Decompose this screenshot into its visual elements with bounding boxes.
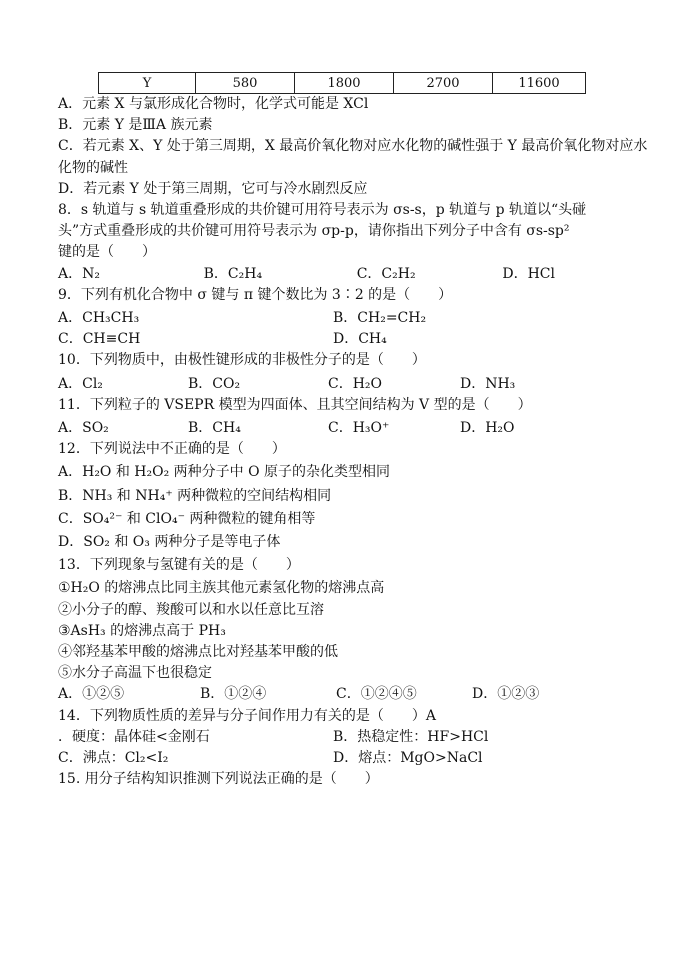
q9-stem: 9．下列有机化合物中 σ 键与 π 键个数比为 3∶2 的是（ ）: [58, 286, 453, 303]
q8-stem-line2: 头”方式重叠形成的共价键可用符号表示为 σp-p，请你指出下列分子中含有 σs-sp²: [58, 223, 570, 240]
q13-option-a: A．①②⑤: [58, 686, 125, 703]
q11-options: [58, 418, 648, 439]
q13-option-b: B．①②④: [200, 686, 267, 703]
q13-stem: 13．下列现象与氢键有关的是（ ）: [58, 557, 300, 574]
q14-options-row1: [58, 727, 648, 748]
q10-option-c: C．H₂O: [328, 375, 383, 392]
q7-option-b: B．元素 Y 是ⅢA 族元素: [58, 117, 213, 134]
q10-options: [58, 374, 648, 395]
q12-stem: 12．下列说法中不正确的是（ ）: [58, 441, 286, 458]
table-cell: 2700: [394, 73, 493, 94]
q7-option-a: A．元素 X 与氯形成化合物时，化学式可能是 XCl: [58, 96, 369, 112]
q10-option-d: D．NH₃: [460, 375, 516, 392]
q9-option-a: A．CH₃CH₃: [58, 310, 140, 327]
q9-option-c: C．CH≡CH: [58, 331, 141, 348]
q13-item-1: ①H₂O 的熔沸点比同主族其他元素氢化物的熔沸点高: [58, 580, 385, 597]
table-row: [99, 73, 586, 94]
q12-option-b: B．NH₃ 和 NH₄⁺ 两种微粒的空间结构相同: [58, 487, 332, 504]
table-cell: 1800: [295, 73, 394, 94]
q11-option-d: D．H₂O: [460, 420, 515, 437]
q14-options-row2: [58, 748, 648, 769]
q10-option-b: B．CO₂: [188, 375, 241, 392]
q9-options-row2: [58, 329, 648, 350]
q8-option-b: B．C₂H₄: [203, 265, 263, 282]
q13-item-5: ⑤水分子高温下也很稳定: [58, 665, 212, 682]
q8-stem-line3: 键的是（ ）: [58, 244, 156, 261]
q15-stem: 15. 用分子结构知识推测下列说法正确的是（ ）: [58, 771, 379, 788]
q13-option-c: C．①②④⑤: [336, 686, 417, 703]
q8-stem-line1: 8．s 轨道与 s 轨道重叠形成的共价键可用符号表示为 σs-s，p 轨道与 p 轨道以“头碰: [58, 202, 587, 219]
q14-stem: 14．下列物质性质的差异与分子间作用力有关的是（ ）A: [58, 707, 436, 724]
q13-item-3: ③AsH₃ 的熔沸点高于 PH₃: [58, 622, 226, 639]
q11-stem: 11．下列粒子的 VSEPR 模型为四面体、且其空间结构为 V 型的是（ ）: [58, 396, 532, 413]
q8-options: [58, 264, 648, 285]
q8-option-a: A．N₂: [58, 265, 100, 282]
q11-option-a: A．SO₂: [58, 420, 109, 437]
q11-option-c: C．H₃O⁺: [328, 420, 390, 437]
q7-option-d: D．若元素 Y 处于第三周期，它可与冷水剧烈反应: [58, 180, 368, 197]
q8-option-d: D．HCl: [502, 265, 555, 282]
exam-page: [58, 72, 648, 791]
q9-options-row1: [58, 308, 648, 329]
ionization-energy-table: [98, 72, 586, 94]
q12-option-a: A．H₂O 和 H₂O₂ 两种分子中 O 原子的杂化类型相同: [58, 464, 391, 481]
q9-option-d: D．CH₄: [333, 331, 387, 348]
q12-option-c: C．SO₄²⁻ 和 ClO₄⁻ 两种微粒的键角相等: [58, 510, 316, 527]
q13-options: [58, 684, 648, 705]
table-cell: 580: [196, 73, 295, 94]
q7-option-c: C．若元素 X、Y 处于第三周期，X 最高价氧化物对应水化物的碱性强于 Y 最高价氧化物对应水化物的碱性: [58, 138, 648, 176]
table-cell: 11600: [493, 73, 586, 94]
q14-option-c: C．沸点：Cl₂<I₂: [58, 750, 169, 767]
q13-item-4: ④邻羟基苯甲酸的熔沸点比对羟基苯甲酸的低: [58, 644, 338, 661]
q10-option-a: A．Cl₂: [58, 375, 103, 392]
q8-option-c: C．C₂H₂: [356, 265, 416, 282]
table-cell-label: Y: [99, 73, 196, 94]
q13-item-2: ②小分子的醇、羧酸可以和水以任意比互溶: [58, 601, 324, 618]
q10-stem: 10．下列物质中，由极性键形成的非极性分子的是（ ）: [58, 352, 426, 369]
q12-option-d: D．SO₂ 和 O₃ 两种分子是等电子体: [58, 534, 281, 551]
q11-option-b: B．CH₄: [188, 420, 241, 437]
q14-option-b: B．热稳定性：HF>HCl: [333, 728, 489, 745]
q13-option-d: D．①②③: [472, 686, 540, 703]
q14-option-a: ．硬度：晶体硅<金刚石: [58, 728, 210, 745]
q14-option-d: D．熔点：MgO>NaCl: [333, 750, 483, 767]
q9-option-b: B．CH₂=CH₂: [333, 310, 427, 327]
